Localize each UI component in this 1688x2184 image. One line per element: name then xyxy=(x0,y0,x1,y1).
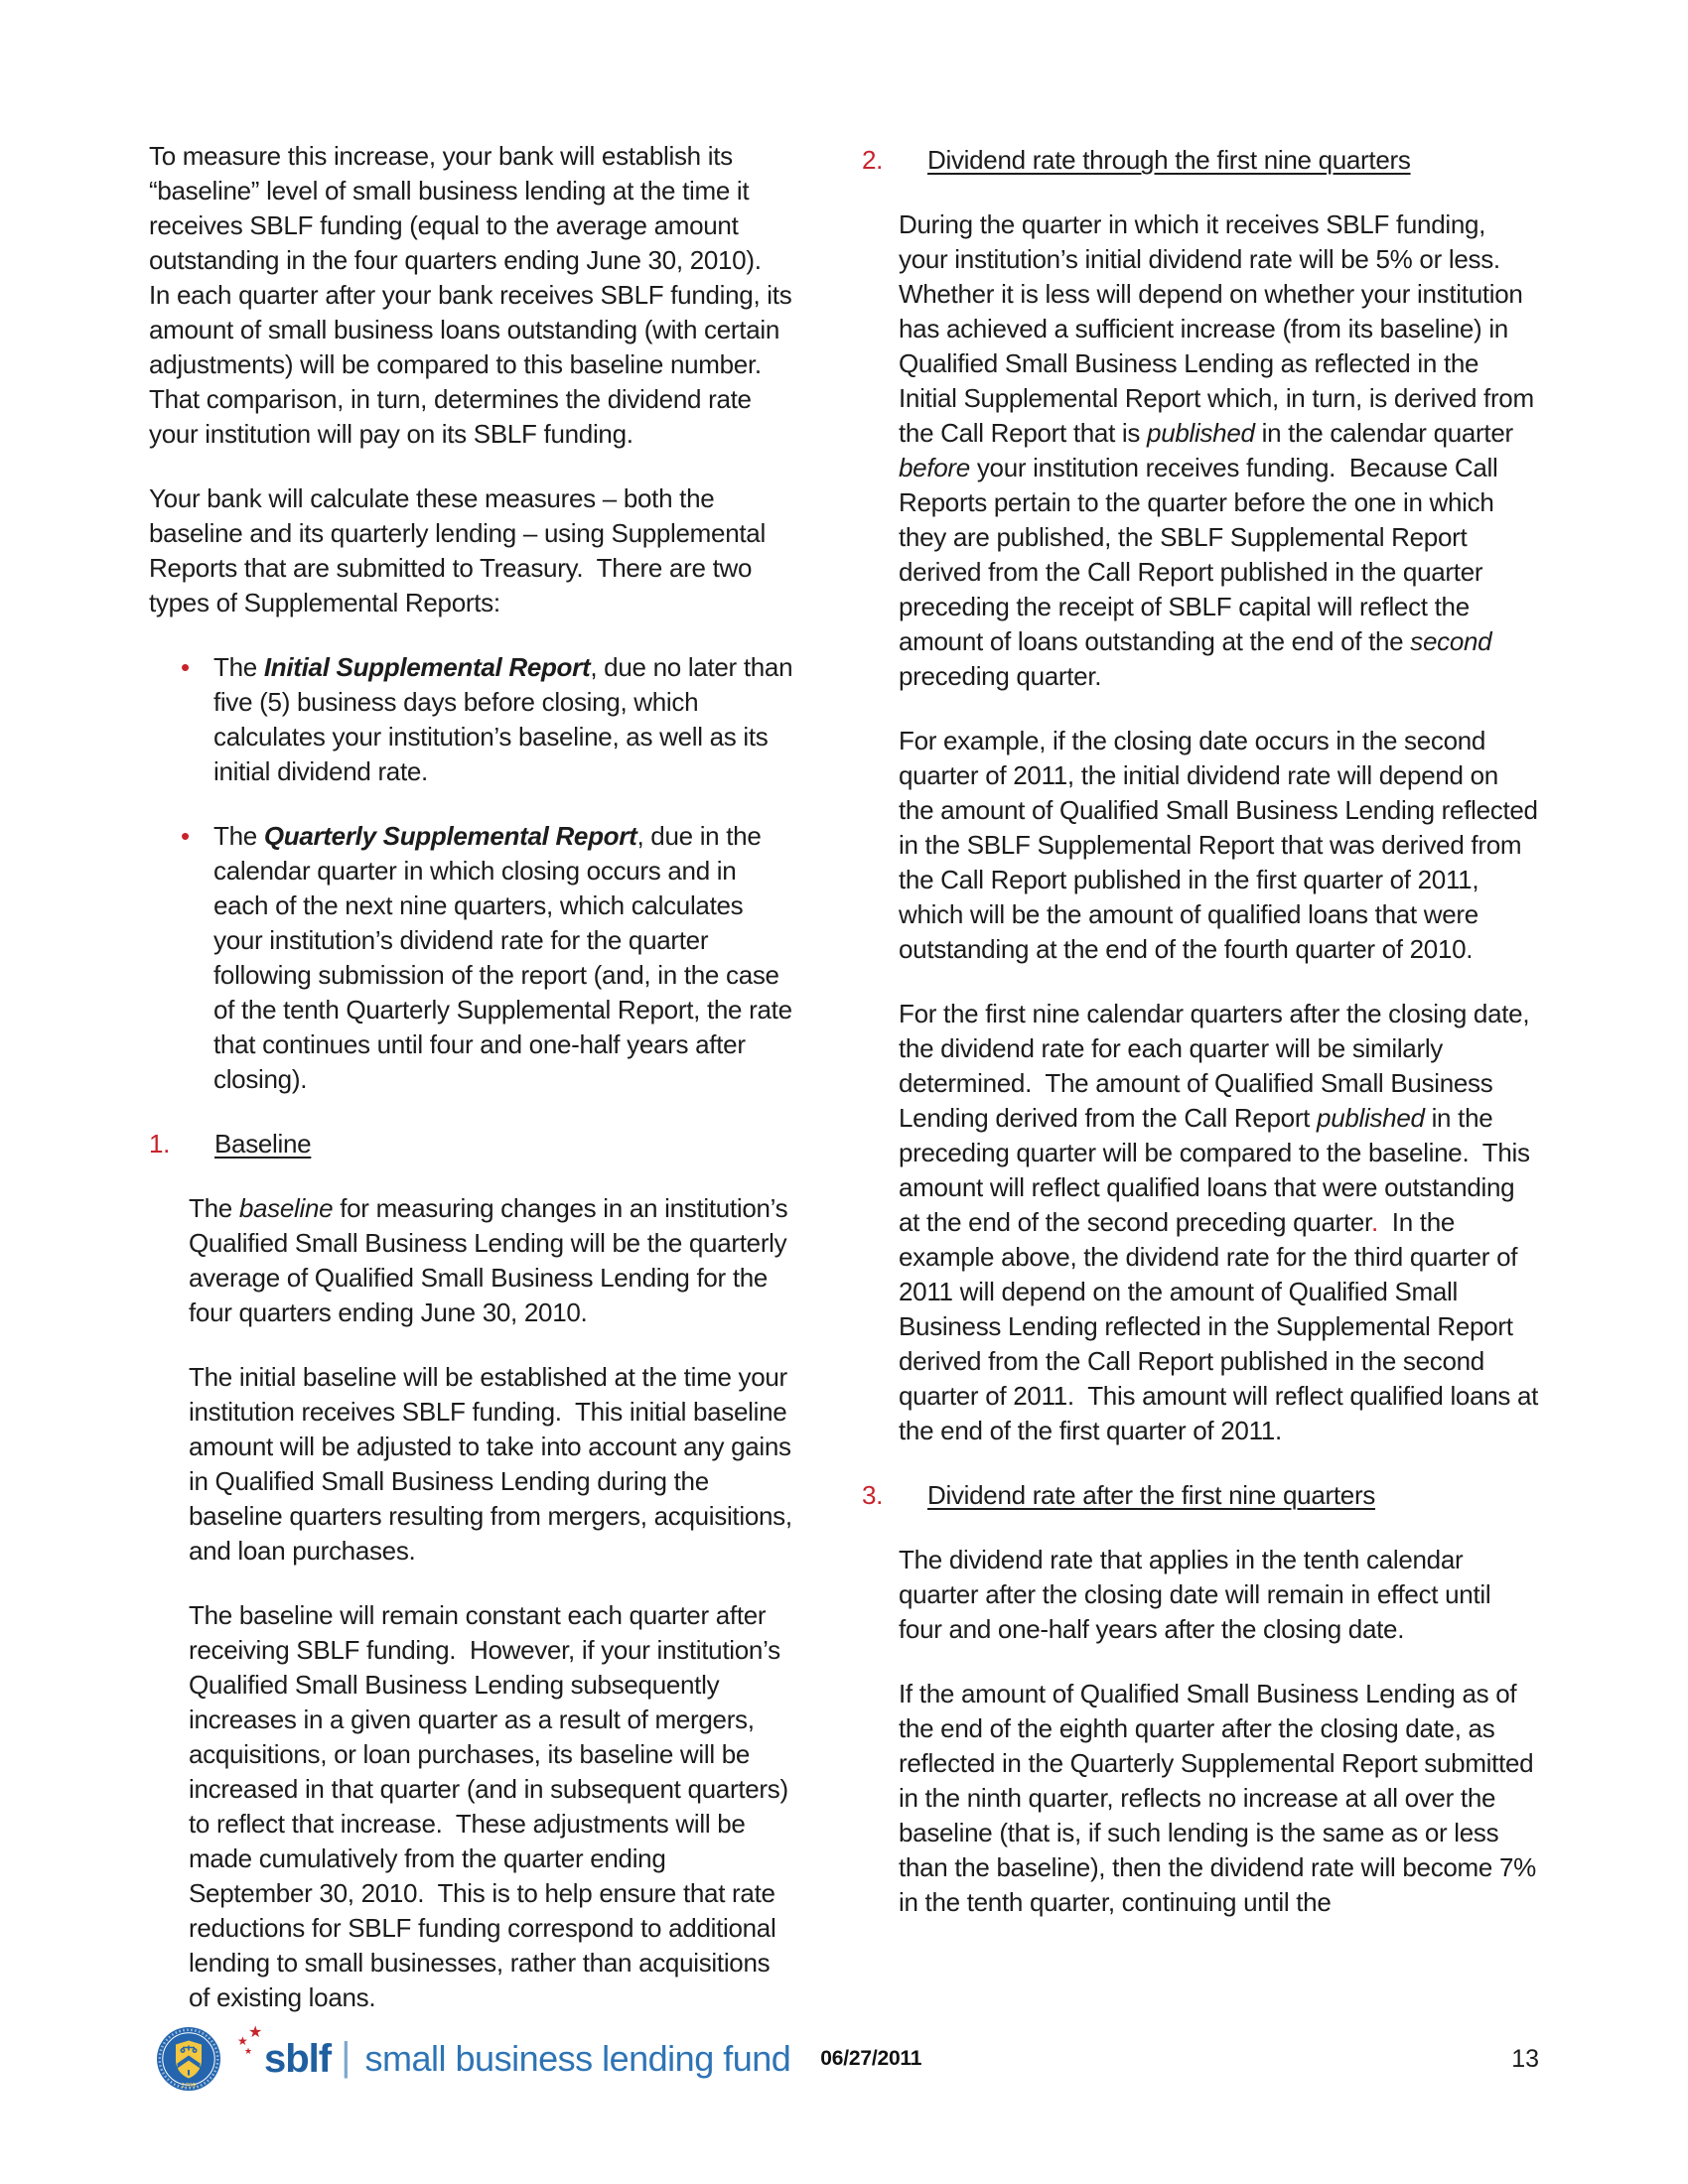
bullet-icon: • xyxy=(181,652,191,682)
section-title: Baseline xyxy=(214,1129,312,1159)
bullet-icon: • xyxy=(181,821,191,851)
page-number: 13 xyxy=(1511,2044,1539,2073)
paragraph: For example, if the closing date occurs in the second quarter of 2011, the initial dividend rate will depend on the amount of Qualified Small Business Lending reflected in the SBLF Supplemental Report that was derived from the Call Report published in the first quarter of 2011, which will be the amount of qualified loans that were outstanding at the end of the fourth quarter of 2010. xyxy=(899,726,1545,964)
paragraph: If the amount of Qualified Small Business Lending as of the end of the eighth quarter after the closing date, as reflected in the Quarterly Supplemental Report submitted in the ninth quarter, reflects no increase at all over the baseline (that is, if such lending is the same as or less than the baseline), then the dividend rate will become 7% in the tenth quarter, continuing until the xyxy=(899,1679,1543,1917)
paragraph: The initial baseline will be established at the time your institution receives SBLF funding. This initial baseline amount will be adjusted to take into account any gains in Qualified Small Business Lending during the baseline quarters resulting from mergers, acquisitions, and loan purchases. xyxy=(189,1362,799,1566)
sblf-wordmark: sblf xyxy=(264,2036,332,2081)
section-heading-baseline xyxy=(149,1127,794,1161)
footer-date: 06/27/2011 xyxy=(820,2047,922,2070)
star-icon: ★ xyxy=(237,2033,248,2048)
footer xyxy=(157,2025,1539,2093)
paragraph: To measure this increase, your bank will establish its “baseline” level of small business lending at the time it receives SBLF funding (equal to the average amount outstanding in the four quarters ending June 30, 2010). In each quarter after your bank receives SBLF funding, its amount of small business loans outstanding (with certain adjustments) will be compared to this baseline number. That comparison, in turn, determines the dividend rate your institution will pay on its SBLF funding. xyxy=(149,141,799,449)
treasury-seal-icon xyxy=(157,2027,220,2091)
bullet-text: The Initial Supplemental Report, due no later than five (5) business days before closing, which calculates your institution’s baseline, as well as its initial dividend rate. xyxy=(213,652,800,786)
section-title: Dividend rate through the first nine quarters xyxy=(927,145,1411,175)
star-icon: ★ xyxy=(244,2045,253,2056)
section-title: Dividend rate after the first nine quarters xyxy=(927,1480,1375,1510)
section-number: 1. xyxy=(149,1129,171,1159)
paragraph: Your bank will calculate these measures – both the baseline and its quarterly lending – using Supplemental Reports that are submitted to Treasury. There are two types of Supplemental Reports: xyxy=(149,483,773,617)
paragraph: The baseline for measuring changes in an institution’s Qualified Small Business Lending will be the quarterly average of Qualified Small Business Lending for the four quarters ending June 30, 2010. xyxy=(189,1193,795,1327)
logo-divider: | xyxy=(341,2034,352,2079)
right-column xyxy=(862,139,1546,2045)
section-heading-dividend-after-nine xyxy=(862,1478,1539,1513)
paragraph: The baseline will remain constant each quarter after receiving SBLF funding. However, if your institution’s Qualified Small Business Lending subsequently increases in a given quarter as a result of mergers, acquisitions, or loan purchases, its baseline will be increased in that quarter (and in subsequent quarters) to reflect that increase. These adjustments will be made cumulatively from the quarter ending September 30, 2010. This is to help ensure that rate reductions for SBLF funding correspond to additional lending to small businesses, rather than acquisitions of existing loans. xyxy=(189,1600,795,2012)
section-number: 3. xyxy=(862,1480,884,1510)
bullet-text: The Quarterly Supplemental Report, due in the calendar quarter in which closing occurs and in each of the next nine quarters, which calculates your institution’s dividend rate for the quarter following submission of the report (and, in the case of the tenth Quarterly Supplemental Report, the rate that continues until four and one-half years after closing). xyxy=(213,821,799,1094)
star-icon: ★ xyxy=(248,2023,263,2041)
section-number: 2. xyxy=(862,145,884,175)
section-heading-dividend-first-nine xyxy=(862,143,1539,178)
bullet-item xyxy=(181,650,800,789)
seal-year: 1789 xyxy=(181,2082,197,2090)
left-column xyxy=(149,139,800,2048)
two-column-body xyxy=(149,139,1546,2048)
sblf-logo xyxy=(236,2023,332,2082)
paragraph: For the first nine calendar quarters after the closing date, the dividend rate for each quarter will be similarly determined. The amount of Qualified Small Business Lending derived from the Call Report published in the preceding quarter will be compared to the baseline. This amount will reflect qualified loans that were outstanding at the end of the second preceding quarter. In the example above, the dividend rate for the third quarter of 2011 will depend on the amount of Qualified Small Business Lending reflected in the Supplemental Report derived from the Call Report published in the second quarter of 2011. This amount will reflect qualified loans at the end of the first quarter of 2011. xyxy=(899,999,1546,1445)
paragraph: The dividend rate that applies in the tenth calendar quarter after the closing date will remain in effect until four and one-half years after the closing date. xyxy=(899,1545,1498,1644)
bullet-item xyxy=(181,819,799,1097)
logo-tagline: small business lending fund xyxy=(364,2038,791,2079)
paragraph: During the quarter in which it receives SBLF funding, your institution’s initial dividend rate will be 5% or less. Whether it is less will depend on whether your institution has achieved a sufficient increase (from its baseline) in Qualified Small Business Lending as reflected in the Initial Supplemental Report which, in turn, is derived from the Call Report that is published in the calendar quarter before your institution receives funding. Because Call Reports pertain to the quarter before the one in which they are published, the SBLF Supplemental Report derived from the Call Report published in the quarter preceding the receipt of SBLF capital will reflect the amount of loans outstanding at the end of the second preceding quarter. xyxy=(899,209,1541,691)
